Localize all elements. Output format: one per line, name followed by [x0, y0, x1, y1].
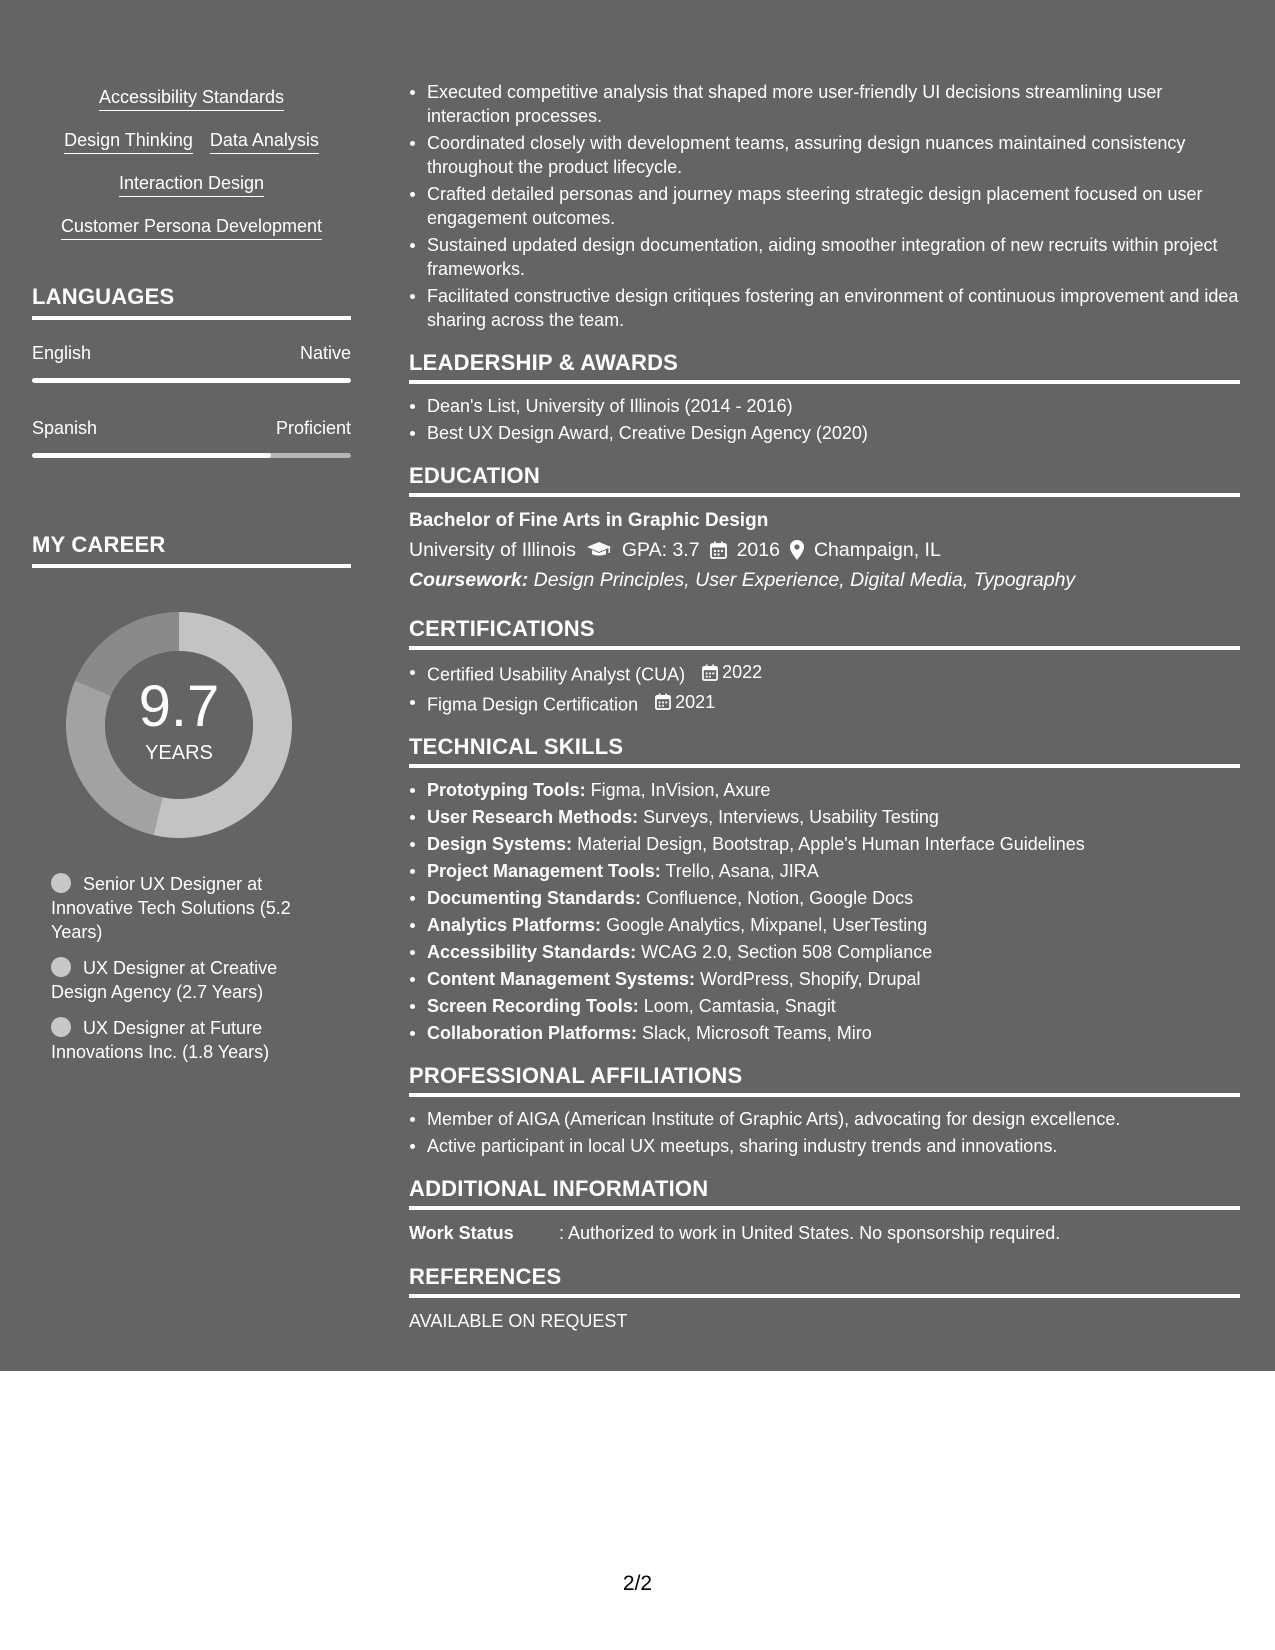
skill-values: Material Design, Bootstrap, Apple's Human Interface Guidelines	[577, 834, 1085, 854]
language-english	[32, 340, 351, 383]
skill-tag-interaction-design[interactable]: Interaction Design	[119, 170, 264, 197]
career-total-unit: YEARS	[145, 742, 213, 764]
affiliations-list	[409, 1107, 1240, 1158]
education-gpa: GPA: 3.7	[621, 539, 700, 561]
career-legend-dot	[51, 957, 71, 977]
work-status-row	[409, 1220, 1240, 1246]
leadership-title: LEADERSHIP & AWARDS	[409, 350, 679, 375]
languages-title: LANGUAGES	[32, 284, 175, 309]
education-degree: Bachelor of Fine Arts in Graphic Design	[409, 510, 769, 531]
career-legend	[32, 872, 331, 1064]
technical-skills-title: TECHNICAL SKILLS	[409, 734, 624, 759]
skill-values: Surveys, Interviews, Usability Testing	[643, 807, 939, 827]
left-column	[32, 84, 351, 1076]
technical-skill-item	[427, 886, 1240, 910]
skill-tags	[32, 84, 351, 240]
education-year: 2016	[736, 539, 780, 561]
technical-skill-item	[427, 940, 1240, 964]
career-title: MY CAREER	[32, 532, 166, 557]
experience-bullet: Crafted detailed personas and journey maps steering strategic design placement focused on user engagement outcomes.	[427, 182, 1240, 230]
experience-bullet: Coordinated closely with development teams, assuring design nuances maintained consistency throughout the product lifecycle.	[427, 131, 1240, 179]
certification-item	[427, 690, 1240, 717]
education-rule	[409, 493, 1240, 497]
skill-tag-row	[32, 84, 351, 111]
certification-date	[702, 660, 762, 684]
affiliations-rule	[409, 1093, 1240, 1097]
language-level: Proficient	[275, 418, 351, 438]
skill-values: Google Analytics, Mixpanel, UserTesting	[606, 915, 928, 935]
additional-info-title: ADDITIONAL INFORMATION	[409, 1176, 709, 1201]
education-title: EDUCATION	[409, 463, 540, 488]
calendar-icon	[702, 664, 718, 681]
technical-skills-section	[409, 733, 1240, 1045]
career-total-years: 9.7	[138, 674, 220, 739]
experience-bullet: Facilitated constructive design critiques fostering an environment of continuous improvement and idea sharing across the team.	[427, 286, 1239, 330]
skill-values: WordPress, Shopify, Drupal	[700, 969, 921, 989]
technical-skill-item	[427, 805, 1240, 829]
career-donut-center	[66, 612, 292, 838]
calendar-icon	[655, 693, 671, 710]
education-school: University of Illinois	[409, 539, 576, 561]
language-level: Native	[299, 343, 351, 363]
skill-category: Design Systems:	[427, 834, 573, 854]
career-legend-dot	[51, 1017, 71, 1037]
references-rule	[409, 1294, 1240, 1298]
leadership-section	[409, 349, 1240, 445]
leadership-item: Best UX Design Award, Creative Design Agency (2020)	[427, 421, 1240, 445]
skill-tag-row	[32, 170, 351, 197]
skill-category: Screen Recording Tools:	[427, 996, 639, 1016]
graduation-cap-icon	[586, 541, 612, 559]
career-legend-label: UX Designer at Future Innovations Inc. (1.8 Years)	[51, 1018, 270, 1062]
skill-values: WCAG 2.0, Section 508 Compliance	[641, 942, 933, 962]
skill-values: Figma, InVision, Axure	[590, 780, 771, 800]
skill-category: Analytics Platforms:	[427, 915, 602, 935]
skill-values: Trello, Asana, JIRA	[665, 861, 819, 881]
experience-bullet: Sustained updated design documentation, aiding smoother integration of new recruits within project frameworks.	[427, 233, 1240, 281]
language-row	[32, 340, 351, 366]
experience-bullets	[409, 80, 1240, 332]
technical-skill-item	[427, 913, 1240, 937]
skill-values: Loom, Camtasia, Snagit	[643, 996, 836, 1016]
skill-tag-customer-persona-development[interactable]: Customer Persona Development	[61, 213, 322, 240]
career-section	[32, 530, 351, 1064]
language-name: English	[32, 343, 92, 363]
leadership-item: Dean's List, University of Illinois (2014 - 2016)	[427, 394, 1240, 418]
certifications-rule	[409, 646, 1240, 650]
language-name: Spanish	[32, 418, 98, 438]
right-column	[409, 80, 1240, 1334]
career-donut-chart	[66, 612, 292, 838]
technical-skills-list	[409, 778, 1240, 1045]
certification-year: 2022	[722, 662, 763, 682]
technical-skill-item	[427, 778, 1240, 802]
experience-bullet: Executed competitive analysis that shaped more user-friendly UI decisions streamlining user interaction processes.	[427, 80, 1240, 128]
skill-category: Collaboration Platforms:	[427, 1023, 638, 1043]
location-pin-icon	[790, 540, 804, 560]
leadership-rule	[409, 380, 1240, 384]
education-coursework	[409, 565, 1240, 595]
leadership-list	[409, 394, 1240, 445]
certifications-title: CERTIFICATIONS	[409, 616, 595, 641]
affiliation-item: Member of AIGA (American Institute of Graphic Arts), advocating for design excellence.	[427, 1107, 1240, 1131]
skill-category: Project Management Tools:	[427, 861, 661, 881]
skill-tag-accessibility-standards[interactable]: Accessibility Standards	[99, 84, 284, 111]
skill-category: Accessibility Standards:	[427, 942, 637, 962]
additional-info-section	[409, 1175, 1240, 1246]
language-proficiency-fill	[32, 453, 271, 458]
skill-tag-row	[32, 213, 351, 240]
affiliations-title: PROFESSIONAL AFFILIATIONS	[409, 1063, 743, 1088]
certification-date	[655, 690, 715, 714]
career-legend-label: UX Designer at Creative Design Agency (2.7 Years)	[51, 958, 278, 1002]
skill-tag-row	[32, 127, 351, 154]
certifications-list	[409, 660, 1240, 716]
language-proficiency-fill	[32, 378, 351, 383]
language-spanish	[32, 415, 351, 458]
career-legend-item	[51, 872, 331, 944]
skill-category: Prototyping Tools:	[427, 780, 586, 800]
career-legend-label: Senior UX Designer at Innovative Tech Solutions (5.2 Years)	[51, 874, 291, 942]
work-status-value: : Authorized to work in United States. No sponsorship required.	[559, 1223, 1061, 1243]
career-legend-dot	[51, 873, 71, 893]
technical-skill-item	[427, 832, 1240, 856]
technical-skill-item	[427, 967, 1240, 991]
skill-category: Content Management Systems:	[427, 969, 696, 989]
references-text: AVAILABLE ON REQUEST	[409, 1311, 628, 1331]
languages-rule	[32, 316, 351, 320]
language-proficiency-bar	[32, 378, 351, 383]
skill-tag-design-thinking[interactable]: Design Thinking	[64, 127, 193, 154]
career-legend-item	[51, 956, 331, 1004]
technical-skill-item	[427, 859, 1240, 883]
page-number: 2/2	[622, 1572, 653, 1595]
coursework-label: Coursework:	[409, 569, 529, 591]
technical-skills-rule	[409, 764, 1240, 768]
skill-category: User Research Methods:	[427, 807, 639, 827]
references-title: REFERENCES	[409, 1264, 562, 1289]
skill-values: Slack, Microsoft Teams, Miro	[642, 1023, 872, 1043]
skill-values: Confluence, Notion, Google Docs	[646, 888, 914, 908]
work-status-label: Work Status	[409, 1223, 514, 1243]
affiliations-section	[409, 1062, 1240, 1158]
certification-name: Certified Usability Analyst (CUA)	[427, 664, 686, 685]
affiliation-item: Active participant in local UX meetups, sharing industry trends and innovations.	[427, 1134, 1240, 1158]
language-proficiency-bar	[32, 453, 351, 458]
technical-skill-item	[427, 994, 1240, 1018]
certifications-section	[409, 615, 1240, 716]
career-rule	[32, 564, 351, 568]
certification-year: 2021	[675, 691, 716, 712]
additional-info-rule	[409, 1206, 1240, 1210]
education-location: Champaign, IL	[813, 539, 941, 561]
certification-name: Figma Design Certification	[427, 694, 639, 714]
career-legend-item	[51, 1016, 331, 1064]
language-row	[32, 415, 351, 441]
skill-category: Documenting Standards:	[427, 888, 642, 908]
coursework-text: Design Principles, User Experience, Digital Media, Typography	[533, 569, 1076, 591]
languages-section	[32, 282, 351, 458]
skill-tag-data-analysis[interactable]: Data Analysis	[210, 127, 319, 154]
certification-item	[427, 660, 1240, 687]
references-section	[409, 1263, 1240, 1334]
technical-skill-item	[427, 1021, 1240, 1045]
education-details	[409, 535, 1240, 565]
education-section	[409, 462, 1240, 595]
calendar-icon	[710, 541, 727, 559]
